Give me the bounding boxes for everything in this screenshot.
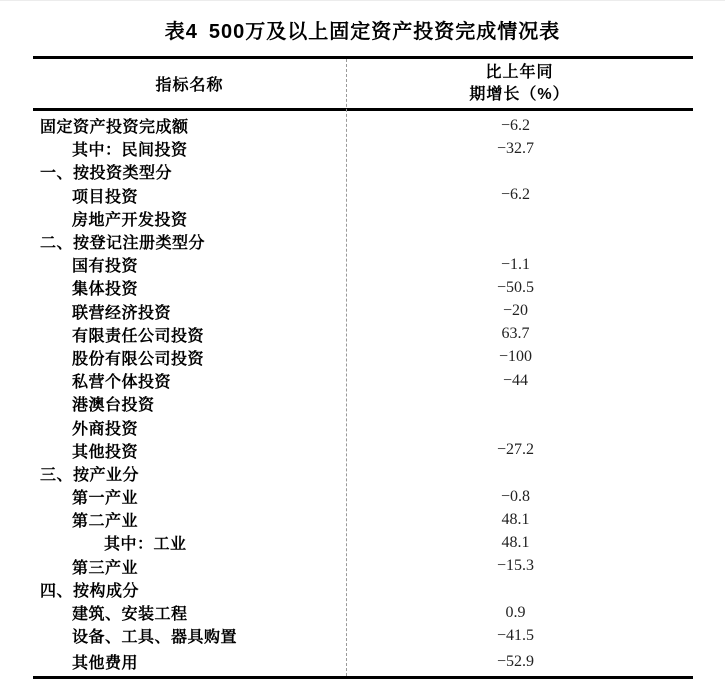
row-label: 四、按构成分 xyxy=(40,582,140,600)
table-number: 表4 xyxy=(164,21,198,43)
row-value: 48.1 xyxy=(501,533,530,551)
row-label: 集体投资 xyxy=(72,281,139,299)
row-label: 固定资产投资完成额 xyxy=(40,119,189,137)
row-label: 其他费用 xyxy=(72,655,139,673)
row-value: −41.5 xyxy=(496,626,535,644)
row-label: 其他投资 xyxy=(72,443,139,461)
table-row xyxy=(33,276,693,299)
column-divider-line xyxy=(346,59,347,676)
table-row xyxy=(33,601,693,624)
row-label: 项目投资 xyxy=(72,188,139,206)
row-label: 国有投资 xyxy=(72,258,139,276)
table-row xyxy=(33,207,693,230)
row-label: 有限责任公司投资 xyxy=(72,327,205,345)
table-row xyxy=(33,137,693,160)
row-label: 其中：工业 xyxy=(104,536,187,554)
row-value: −27.2 xyxy=(496,441,535,459)
row-value: −20 xyxy=(502,302,529,320)
table-row xyxy=(33,392,693,415)
table-row xyxy=(33,253,693,276)
row-label: 第二产业 xyxy=(72,513,139,531)
table-row xyxy=(33,323,693,346)
row-label: 联营经济投资 xyxy=(72,304,172,322)
table-title-text: 500万及以上固定资产投资完成情况表 xyxy=(208,21,561,43)
row-value: 48.1 xyxy=(501,510,530,528)
row-value: 63.7 xyxy=(501,325,530,343)
table-row xyxy=(33,485,693,508)
investment-table xyxy=(33,56,693,679)
table-row xyxy=(33,531,693,554)
header-growth-line2: 期增长（%） xyxy=(469,85,570,103)
row-value: −50.5 xyxy=(496,278,535,296)
row-label: 港澳台投资 xyxy=(72,397,155,415)
row-label: 三、按产业分 xyxy=(40,466,140,484)
row-label: 第三产业 xyxy=(72,559,139,577)
table-row xyxy=(33,624,693,647)
row-label: 外商投资 xyxy=(72,420,139,438)
row-value: −32.7 xyxy=(496,139,535,157)
header-growth-line1: 比上年同 xyxy=(485,63,554,81)
header-indicator-name: 指标名称 xyxy=(155,77,224,94)
table-row xyxy=(33,300,693,323)
row-value: 0.9 xyxy=(505,603,526,621)
row-label: 二、按登记注册类型分 xyxy=(40,235,206,253)
table-row xyxy=(33,114,693,137)
row-value: −100 xyxy=(498,348,533,366)
table-row xyxy=(33,230,693,253)
row-value: −6.2 xyxy=(500,186,531,204)
table-row xyxy=(33,346,693,369)
table-row xyxy=(33,462,693,485)
table-header-row xyxy=(33,59,693,111)
table-row xyxy=(33,650,693,673)
table-row xyxy=(33,160,693,183)
table-body xyxy=(33,111,693,676)
header-growth-rate xyxy=(346,59,693,108)
row-label: 其中：民间投资 xyxy=(72,142,188,160)
row-value: −1.1 xyxy=(500,255,531,273)
table-row xyxy=(33,555,693,578)
row-value: −0.8 xyxy=(500,487,531,505)
row-label: 设备、工具、器具购置 xyxy=(72,629,238,647)
table-row xyxy=(33,369,693,392)
table-row xyxy=(33,439,693,462)
row-label: 第一产业 xyxy=(72,490,139,508)
row-value: −15.3 xyxy=(496,557,535,575)
table-title xyxy=(0,15,725,44)
table-row xyxy=(33,508,693,531)
row-label: 私营个体投资 xyxy=(72,374,172,392)
table-row xyxy=(33,415,693,438)
row-label: 房地产开发投资 xyxy=(72,211,188,229)
row-label: 一、按投资类型分 xyxy=(40,165,173,183)
row-label: 股份有限公司投资 xyxy=(72,350,205,368)
row-value: −6.2 xyxy=(500,116,531,134)
table-row xyxy=(33,184,693,207)
table-row xyxy=(33,578,693,601)
row-label: 建筑、安装工程 xyxy=(72,606,188,624)
row-value: −52.9 xyxy=(496,652,535,670)
row-value: −44 xyxy=(502,371,529,389)
